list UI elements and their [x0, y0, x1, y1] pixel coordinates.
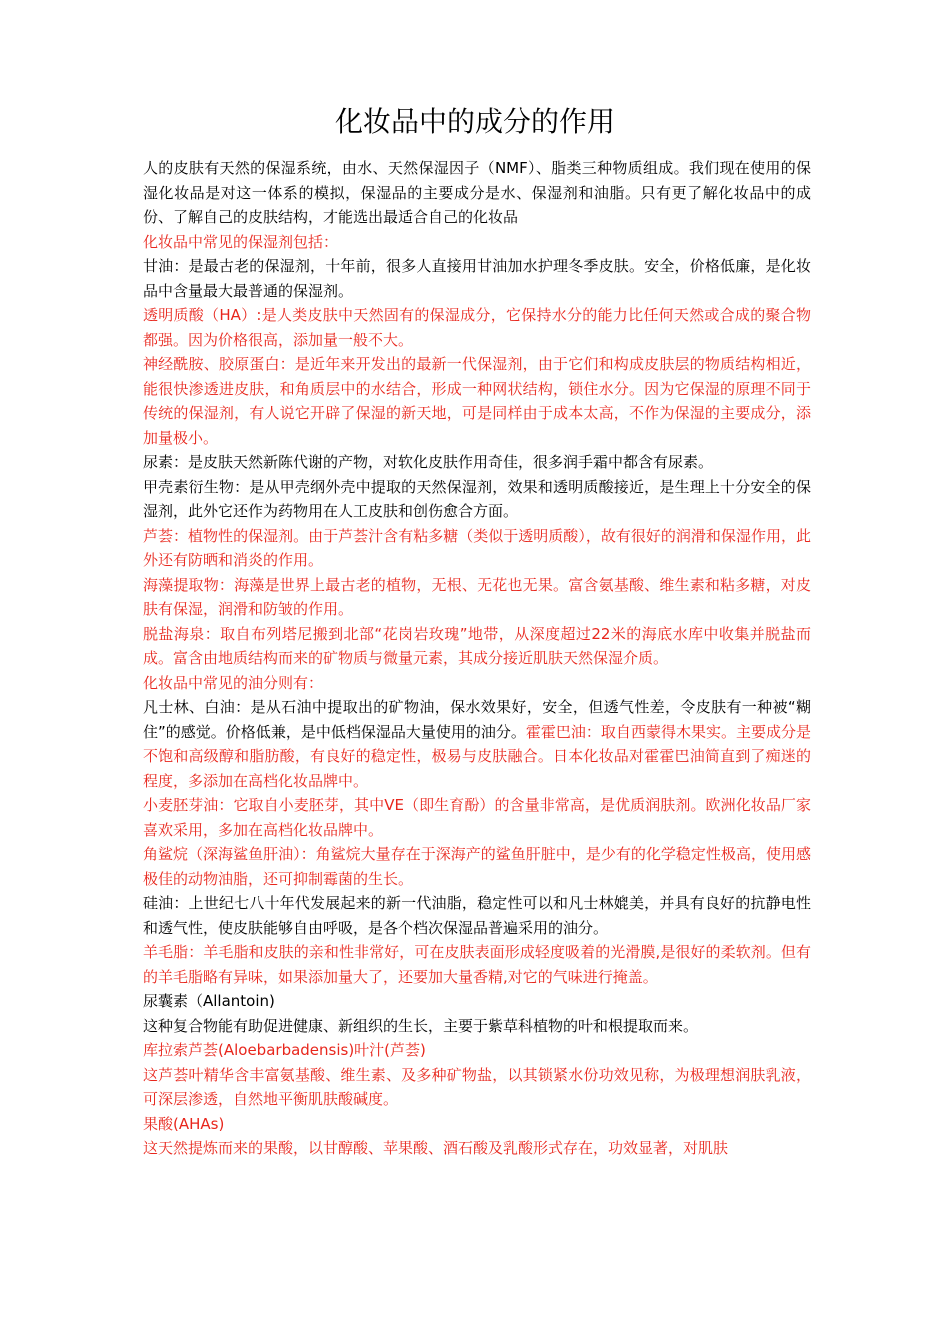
heading-moisturizers: 化妆品中常见的保湿剂包括：	[143, 232, 339, 251]
paragraph-vaseline-jojoba	[143, 695, 811, 793]
paragraph-lanolin: 羊毛脂：羊毛脂和皮肤的亲和性非常好，可在皮肤表面形成轻度吸着的光滑膜,是很好的柔软剂。但有的羊毛脂略有异味，如果添加量大了，还要加大量香精,对它的气味进行掩盖。	[143, 943, 811, 986]
text-vaseline: 凡士林、白油：是从石油中提取出的矿物油，保水效果好，安全，但透气性差，令皮肤有一种被“糊住”的感觉。价格低兼，是中低档保湿品大量使用的油分。	[143, 698, 811, 741]
paragraph-glycerin: 甘油：是最古老的保湿剂，十年前，很多人直接用甘油加水护理冬季皮肤。安全，价格低廉，是化妆品中含量最大最普通的保湿剂。	[143, 257, 811, 300]
paragraph-wheat-germ-oil: 小麦胚芽油：它取自小麦胚芽，其中VE（即生育酚）的含量非常高，是优质润肤剂。欧洲化妆品厂家喜欢采用，多加在高档化妆品牌中。	[143, 796, 811, 839]
paragraph-seaweed: 海藻提取物：海藻是世界上最古老的植物，无根、无花也无果。富含氨基酸、维生素和粘多糖，对皮肤有保湿，润滑和防皱的作用。	[143, 575, 811, 618]
paragraph-chitin: 甲壳素衍生物：是从甲壳纲外壳中提取的天然保湿剂，效果和透明质酸接近，是生理上十分安全的保湿剂，此外它还作为药物用在人工皮肤和创伤愈合方面。	[143, 477, 811, 520]
document-title: 化妆品中的成分的作用	[334, 105, 615, 138]
paragraph-ceramide-collagen: 神经酰胺、胶原蛋白：是近年来开发出的最新一代保湿剂，由于它们和构成皮肤层的物质结构相近，能很快渗透进皮肤，和角质层中的水结合，形成一种网状结构，锁住水分。因为它保湿的原理不同于传统的保湿剂，有人说它开辟了保湿的新天地，可是同样由于成本太高，不作为保湿的主要成分，添加量极小。	[143, 355, 811, 447]
heading-allantoin: 尿囊素（Allantoin)	[143, 992, 275, 1010]
text-jojoba: 霍霍巴油：取自西蒙得木果实。主要成分是不饱和高级醇和脂肪酸，有良好的稳定性，极易与皮肤融合。日本化妆品对霍霍巴油简直到了痴迷的程度，多添加在高档化妆品牌中。	[143, 722, 811, 790]
paragraph-aloe: 芦荟：植物性的保湿剂。由于芦荟汁含有粘多糖（类似于透明质酸），故有很好的润滑和保湿作用，此外还有防晒和消炎的作用。	[143, 526, 811, 569]
heading-ahas: 果酸(AHAs)	[143, 1114, 225, 1133]
paragraph-urea: 尿素：是皮肤天然新陈代谢的产物，对软化皮肤作用奇佳，很多润手霜中都含有尿素。	[143, 453, 714, 471]
paragraph-allantoin: 这种复合物能有助促进健康、新组织的生长，主要于紫草科植物的叶和根提取而来。	[143, 1016, 699, 1035]
paragraph-ahas: 这天然提炼而来的果酸，以甘醇酸、苹果酸、酒石酸及乳酸形式存在，功效显著，对肌肤	[143, 1139, 729, 1157]
document-body	[143, 156, 811, 1161]
paragraph-aloe-leaf-juice: 这芦荟叶精华含丰富氨基酸、维生素、及多种矿物盐，以其锁紧水份功效见称，为极理想润肤乳液，可深层渗透，自然地平衡肌肤酸碱度。	[143, 1065, 811, 1108]
heading-aloe-leaf-juice: 库拉索芦荟(Aloebarbadensis)叶汁(芦荟)	[143, 1041, 426, 1059]
heading-oils: 化妆品中常见的油分则有：	[143, 673, 324, 692]
paragraph-squalane: 角鲨烷（深海鲨鱼肝油）：角鲨烷大量存在于深海产的鲨鱼肝脏中，是少有的化学稳定性极高，使用感极佳的动物油脂，还可抑制霉菌的生长。	[143, 845, 811, 888]
paragraph-desalted-sea-water: 脱盐海泉：取自布列塔尼搬到北部“花岗岩玫瑰”地带，从深度超过22米的海底水库中收集并脱盐而成。富含由地质结构而来的矿物质与微量元素，其成分接近肌肤天然保湿介质。	[143, 624, 811, 667]
paragraph-intro: 人的皮肤有天然的保湿系统，由水、天然保湿因子（NMF）、脂类三种物质组成。我们现在使用的保湿化妆品是对这一体系的模拟，保湿品的主要成分是水、保湿剂和油脂。只有更了解化妆品中的成份、了解自己的皮肤结构，才能选出最适合自己的化妆品	[143, 159, 811, 226]
paragraph-hyaluronic-acid: 透明质酸（HA）:是人类皮肤中天然固有的保湿成分，它保持水分的能力比任何天然或合成的聚合物都强。因为价格很高，添加量一般不大。	[143, 306, 811, 349]
paragraph-silicone-oil: 硅油：上世纪七八十年代发展起来的新一代油脂，稳定性可以和凡士林媲美，并具有良好的抗静电性和透气性，使皮肤能够自由呼吸，是各个档次保湿品普遍采用的油分。	[143, 894, 811, 937]
